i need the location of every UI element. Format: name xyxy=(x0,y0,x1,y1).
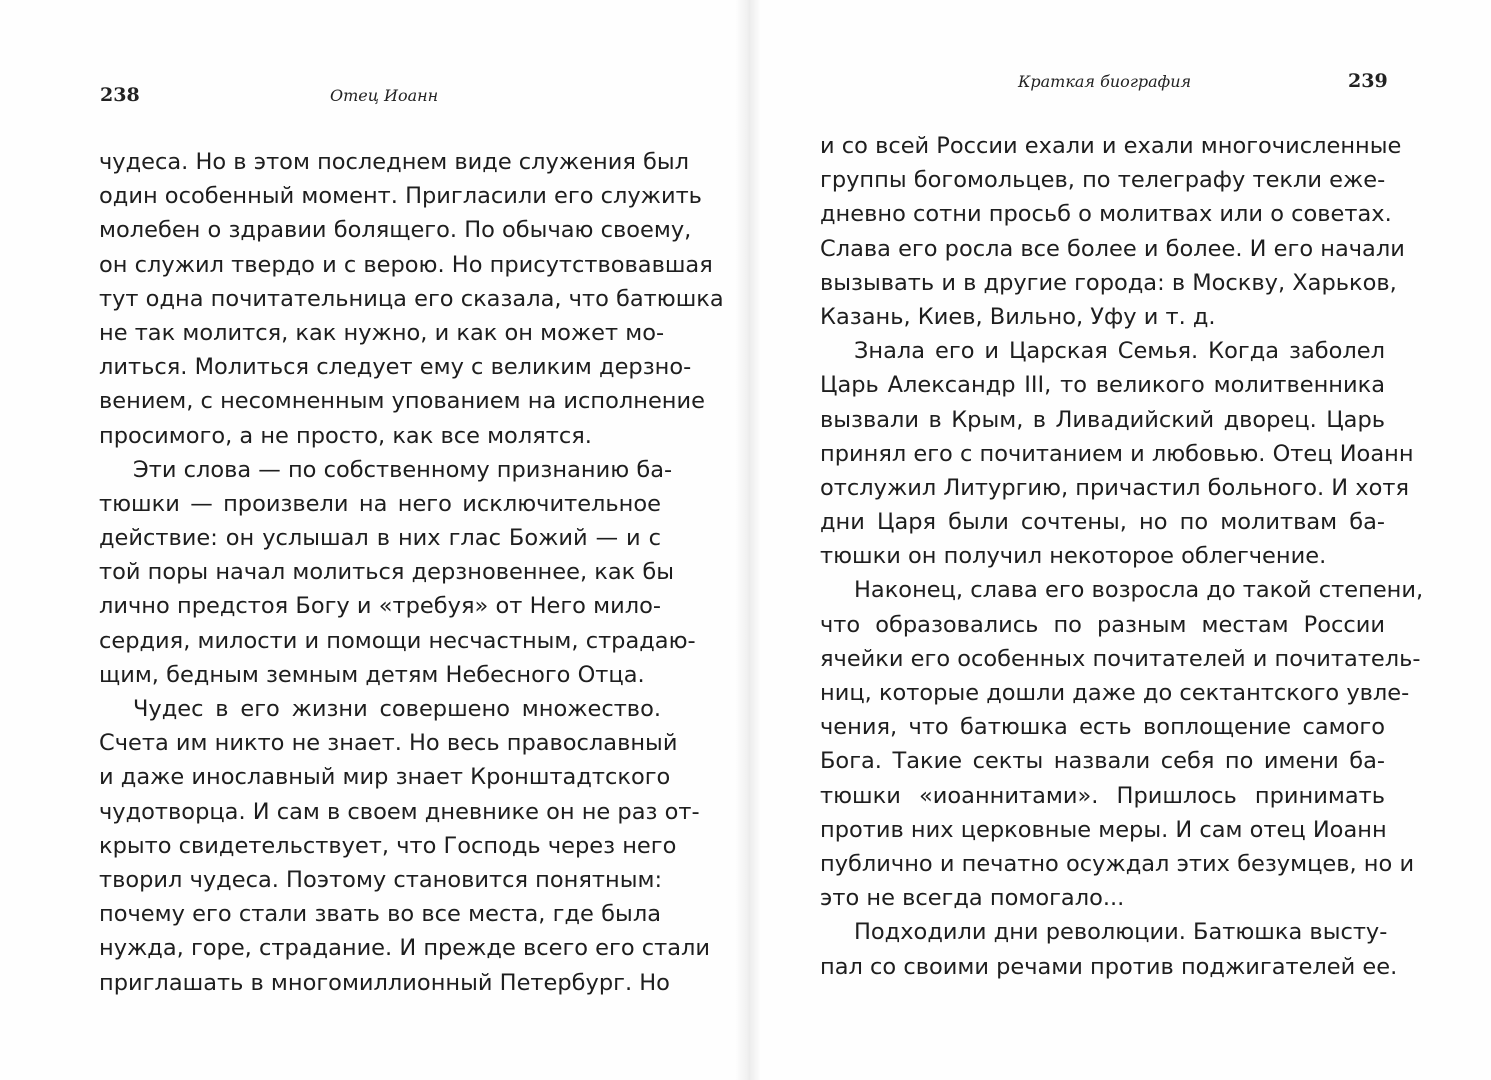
text-line: тюшки — произвели на него исключительное xyxy=(99,490,661,517)
text-line: Наконец, слава его возросла до такой степени, xyxy=(854,577,1424,604)
text-line: чудотворца. И сам в своем дневнике он не раз от- xyxy=(99,798,700,825)
text-line: сердия, милости и помощи несчастным, страдаю- xyxy=(99,627,696,654)
text-line: тюшки он получил некоторое облегчение. xyxy=(820,543,1327,570)
text-line: что образовались по разным местам России xyxy=(820,611,1385,638)
text-line: приглашать в многомиллионный Петербург. Но xyxy=(99,969,670,996)
text-line: литься. Молиться следует ему с великим дерзно- xyxy=(99,354,692,381)
text-line: вением, с несомненным упованием на исполнение xyxy=(99,388,705,415)
text-line: против них церковные меры. И сам отец Иоанн xyxy=(820,816,1387,843)
running-head: Краткая биография xyxy=(1018,72,1192,91)
text-line: он служил твердо и с верою. Но присутствовавшая xyxy=(99,251,713,278)
text-line: тут одна почитательница его сказала, что батюшка xyxy=(99,285,724,312)
text-line: той поры начал молиться дерзновеннее, как бы xyxy=(99,559,675,586)
page-number: 239 xyxy=(1348,70,1388,92)
text-line: Казань, Киев, Вильно, Уфу и т. д. xyxy=(820,303,1216,330)
text-line: лично предстоя Богу и «требуя» от Него мило- xyxy=(99,593,661,620)
text-line: нужда, горе, страдание. И прежде всего его стали xyxy=(99,935,711,962)
text-line: чения, что батюшка есть воплощение самого xyxy=(820,714,1385,741)
text-line: принял его с почитанием и любовью. Отец Иоанн xyxy=(820,440,1414,467)
text-line: Чудес в его жизни совершено множество. xyxy=(133,696,661,722)
text-line: Эти слова — по собственному признанию ба- xyxy=(133,456,673,483)
text-line: тюшки «иоаннитами». Пришлось принимать xyxy=(820,782,1385,809)
page-body xyxy=(820,129,1424,984)
text-line: дневно сотни просьб о молитвах или о советах. xyxy=(820,201,1392,228)
text-line: Знала его и Царская Семья. Когда заболел xyxy=(854,338,1385,365)
text-line: Слава его росла все более и более. И его начали xyxy=(820,235,1405,262)
text-line: и со всей России ехали и ехали многочисленные xyxy=(820,133,1402,159)
right-page xyxy=(750,0,1491,1080)
text-line: Бога. Такие секты назвали себя по имени ба- xyxy=(820,748,1385,775)
text-line: почему его стали звать во все места, где была xyxy=(99,901,661,928)
text-line: отслужил Литургию, причастил больного. И хотя xyxy=(820,474,1409,501)
text-line: просимого, а не просто, как все молятся. xyxy=(99,422,592,449)
page-number: 238 xyxy=(100,84,140,106)
text-line: дни Царя были сочтены, но по молитвам ба- xyxy=(820,509,1385,536)
text-line: Подходили дни революции. Батюшка высту- xyxy=(854,919,1388,946)
text-line: не так молится, как нужно, и как он может мо- xyxy=(99,319,665,346)
text-line: крыто свидетельствует, что Господь через него xyxy=(99,832,677,859)
text-line: вызывать и в другие города: в Москву, Харьков, xyxy=(820,269,1397,296)
text-line: Царь Александр III, то великого молитвенника xyxy=(820,372,1385,399)
left-page xyxy=(0,0,740,1080)
text-line: действие: он услышал в них глас Божий — и с xyxy=(99,525,661,552)
text-line: это не всегда помогало... xyxy=(820,885,1125,912)
text-line: творил чудеса. Поэтому становится понятным: xyxy=(99,866,663,893)
text-line: публично и печатно осуждал этих безумцев, но и xyxy=(820,850,1415,877)
running-head: Отец Иоанн xyxy=(330,86,439,105)
text-line: чудеса. Но в этом последнем виде служения был xyxy=(99,149,690,175)
text-line: и даже инославный мир знает Кронштадтского xyxy=(99,764,671,791)
text-line: ячейки его особенных почитателей и почитатель- xyxy=(820,645,1421,672)
text-line: вызвали в Крым, в Ливадийский дворец. Царь xyxy=(820,406,1385,433)
text-line: пал со своими речами против поджигателей ее. xyxy=(820,953,1398,980)
text-line: группы богомольцев, по телеграфу текли еже- xyxy=(820,167,1386,194)
text-line: молебен о здравии болящего. По обычаю своему, xyxy=(99,217,692,244)
page-body xyxy=(99,145,724,1000)
text-line: один особенный момент. Пригласили его служить xyxy=(99,183,702,210)
text-line: щим, бедным земным детям Небесного Отца. xyxy=(99,661,645,688)
text-line: Счета им никто не знает. Но весь православный xyxy=(99,730,678,757)
text-line: ниц, которые дошли даже до сектантского увле- xyxy=(820,680,1410,706)
